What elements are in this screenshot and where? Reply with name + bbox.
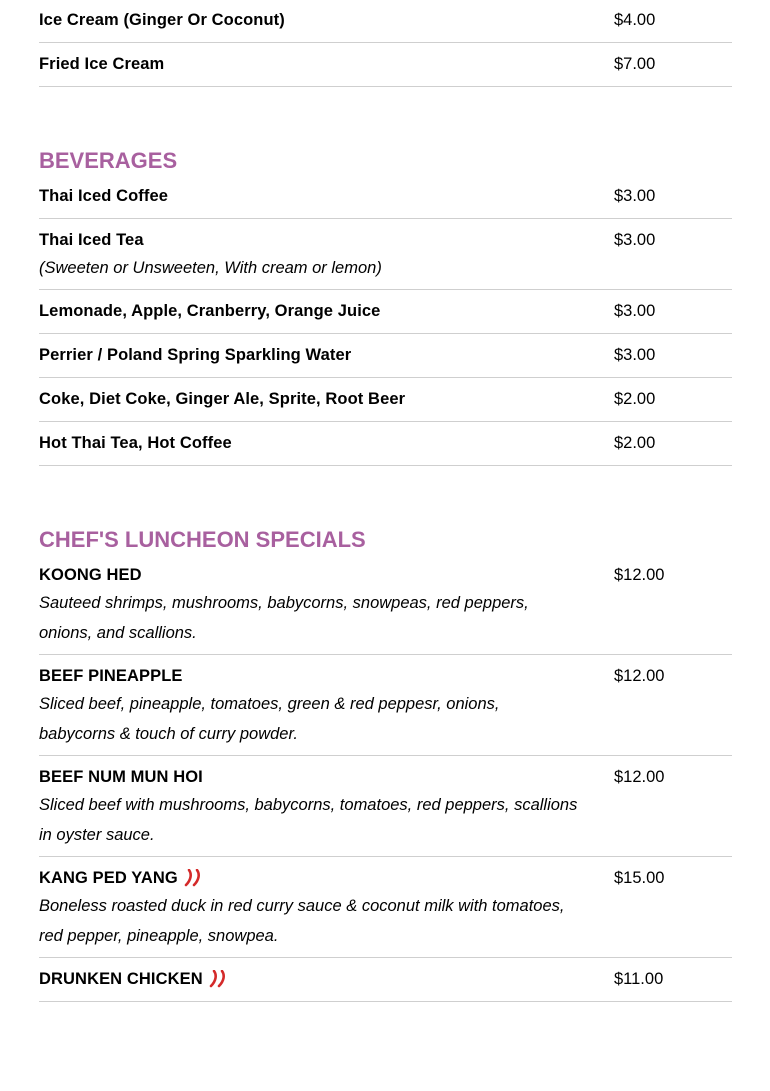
- item-name: Thai Iced Coffee: [39, 187, 169, 205]
- menu-item: [39, 554, 732, 655]
- menu-item: [39, 378, 732, 422]
- item-description: Sliced beef, pineapple, tomatoes, green & red peppesr, onions, babycorns & touch of curry powder.: [39, 695, 500, 743]
- item-price: $3.00: [614, 231, 656, 249]
- item-price: $2.00: [614, 434, 656, 452]
- item-price: $15.00: [614, 869, 665, 887]
- item-price: $3.00: [614, 187, 656, 205]
- item-name: KOONG HED: [39, 566, 142, 584]
- item-name: Ice Cream (Ginger Or Coconut): [39, 11, 285, 29]
- section-title-beverages: BEVERAGES: [39, 148, 178, 173]
- item-description: Sliced beef with mushrooms, babycorns, tomatoes, red peppers, scallions in oyster sauce.: [39, 796, 578, 844]
- item-name: Lemonade, Apple, Cranberry, Orange Juice: [39, 302, 381, 320]
- item-name: Hot Thai Tea, Hot Coffee: [39, 434, 232, 452]
- menu-item: [39, 422, 732, 466]
- item-price: $11.00: [614, 970, 664, 988]
- item-price: $3.00: [614, 346, 656, 364]
- menu-item: [39, 43, 732, 87]
- section-title-specials: CHEF'S LUNCHEON SPECIALS: [39, 527, 366, 552]
- item-price: $12.00: [614, 566, 665, 584]
- chili-pepper-icon: [184, 869, 204, 887]
- item-name: Coke, Diet Coke, Ginger Ale, Sprite, Root Beer: [39, 390, 406, 408]
- item-price: $12.00: [614, 768, 665, 786]
- menu-item: [39, 219, 732, 290]
- item-name: BEEF PINEAPPLE: [39, 667, 183, 685]
- item-name: KANG PED YANG: [39, 869, 178, 887]
- item-name: DRUNKEN CHICKEN: [39, 970, 203, 988]
- section-spacer: [39, 466, 732, 516]
- item-description: Sauteed shrimps, mushrooms, babycorns, snowpeas, red peppers, onions, and scallions.: [39, 594, 529, 642]
- menu-item: [39, 334, 732, 378]
- item-name: BEEF NUM MUN HOI: [39, 768, 203, 786]
- item-price: $2.00: [614, 390, 656, 408]
- menu-page: [39, 0, 732, 1002]
- chili-pepper-icon: [209, 970, 229, 988]
- menu-item: [39, 756, 732, 857]
- item-price: $7.00: [614, 55, 656, 73]
- item-name: Perrier / Poland Spring Sparkling Water: [39, 346, 352, 364]
- item-description: Boneless roasted duck in red curry sauce & coconut milk with tomatoes, red pepper, pineapple, snowpea.: [39, 897, 565, 945]
- item-name: Fried Ice Cream: [39, 55, 165, 73]
- menu-item: [39, 290, 732, 334]
- item-name: Thai Iced Tea: [39, 231, 144, 249]
- item-price: $12.00: [614, 667, 665, 685]
- item-price: $3.00: [614, 302, 656, 320]
- section-spacer: [39, 87, 732, 137]
- item-description: (Sweeten or Unsweeten, With cream or lemon): [39, 259, 382, 277]
- item-price: $4.00: [614, 11, 656, 29]
- menu-item: [39, 857, 732, 958]
- menu-item: [39, 958, 732, 1002]
- menu-item: [39, 175, 732, 219]
- menu-item: [39, 0, 732, 43]
- menu-item: [39, 655, 732, 756]
